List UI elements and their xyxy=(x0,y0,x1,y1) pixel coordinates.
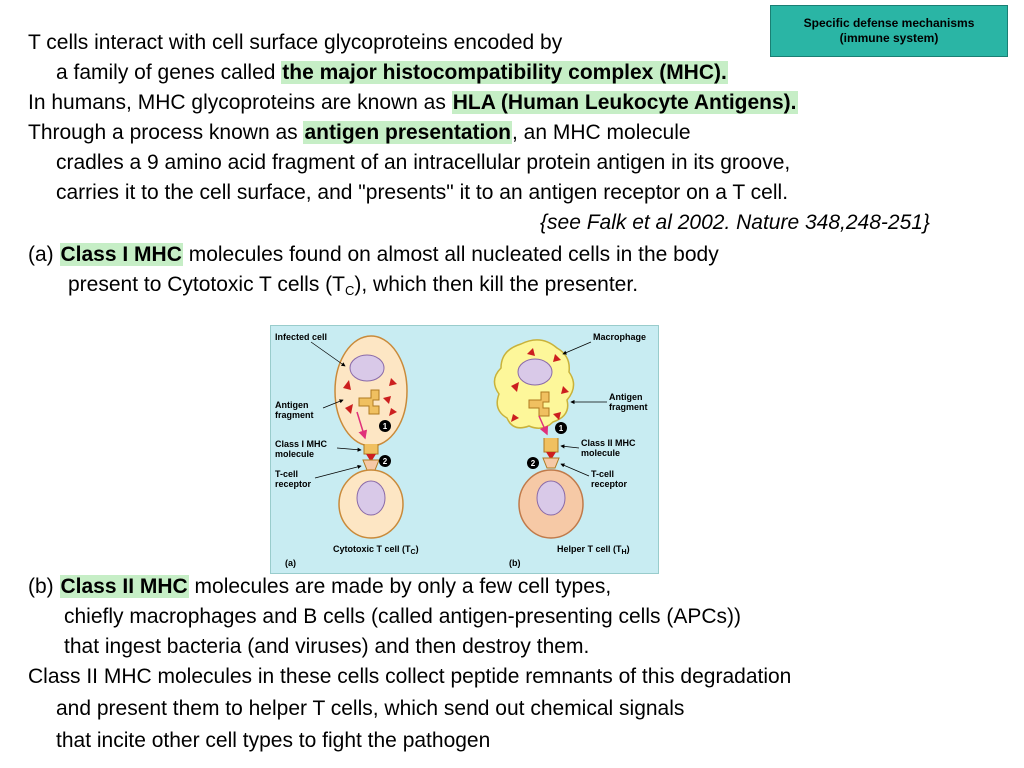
macrophage-label: Macrophage xyxy=(593,332,647,342)
intro-line-5: cradles a 9 amino acid fragment of an intracellular protein antigen in its groove, xyxy=(56,151,791,174)
citation: {see Falk et al 2002. Nature 348,248-251} xyxy=(540,211,930,234)
class1-mhc-label-2: molecule xyxy=(275,449,315,459)
intro-line-1: T cells interact with cell surface glycoproteins encoded by xyxy=(28,31,563,54)
class2-line-4: Class II MHC molecules in these cells collect peptide remnants of this degradation xyxy=(28,665,792,688)
antigen-label-right-1: Antigen xyxy=(609,392,643,402)
intro-line-6: carries it to the cell surface, and "presents" it to an antigen receptor on a T cell. xyxy=(56,181,789,204)
class1-highlight: Class I MHC xyxy=(60,243,182,266)
tcr-label-right-2: receptor xyxy=(591,479,628,489)
tcr-shape-left xyxy=(363,460,379,470)
class2-mhc-label-2: molecule xyxy=(581,448,621,458)
class1-mhc-label-1: Class I MHC xyxy=(275,439,328,449)
tcr-label-right-1: T-cell xyxy=(591,469,615,479)
panel-b-label: (b) xyxy=(509,558,521,568)
infected-cell-nucleus xyxy=(350,355,384,381)
topic-badge-line1: Specific defense mechanisms xyxy=(803,16,975,30)
class2-mhc-label-1: Class II MHC xyxy=(581,438,636,448)
svg-text:2: 2 xyxy=(382,457,388,466)
macrophage-nucleus xyxy=(518,359,552,385)
class2-line-3: that ingest bacteria (and viruses) and then destroy them. xyxy=(64,635,590,658)
svg-text:2: 2 xyxy=(530,459,536,468)
mhc-highlight: the major histocompatibility complex (MHC). xyxy=(282,61,727,84)
antigen-label-left-2: fragment xyxy=(275,410,314,420)
svg-text:1: 1 xyxy=(382,422,388,431)
intro-line-3: In humans, MHC glycoproteins are known as HLA (Human Leukocyte Antigens). xyxy=(28,91,797,114)
tcr-label-left-2: receptor xyxy=(275,479,312,489)
class1-line-2: present to Cytotoxic T cells $(T_C)$, which then kill the presenter. xyxy=(68,273,639,298)
intro-line-2: a family of genes called the major histocompatibility complex (MHC). xyxy=(56,61,727,84)
tcr-label-left-1: T-cell xyxy=(275,469,299,479)
class2-line-1: (b) Class II MHC molecules are made by only a few cell types, xyxy=(28,575,612,598)
mhc-figure xyxy=(270,325,659,574)
cytotoxic-caption: Cytotoxic T cell $(T_C)$ xyxy=(333,544,419,556)
topic-badge xyxy=(770,5,1008,57)
class2-line-2: chiefly macrophages and B cells (called antigen-presenting cells (APCs)) xyxy=(64,605,741,628)
cytotoxic-t-cell-nucleus xyxy=(357,481,385,515)
svg-text:1: 1 xyxy=(558,424,564,433)
antigen-label-left-1: Antigen xyxy=(275,400,309,410)
antigen-label-right-2: fragment xyxy=(609,402,648,412)
class2-highlight: Class II MHC xyxy=(60,575,188,598)
intro-line-4: Through a process known as antigen presentation, an MHC molecule xyxy=(28,121,691,144)
class2-line-5: and present them to helper T cells, which send out chemical signals xyxy=(56,697,685,720)
antigen-presentation-highlight: antigen presentation xyxy=(304,121,512,144)
helper-caption: Helper T cell $(T_H)$ xyxy=(557,544,630,556)
topic-badge-line2: (immune system) xyxy=(839,31,939,45)
class1-mhc-shape xyxy=(364,444,378,454)
class2-mhc-shape xyxy=(544,438,558,452)
mhc-diagram xyxy=(271,326,658,573)
hla-highlight: HLA (Human Leukocyte Antigens). xyxy=(452,91,797,114)
class2-line-6: that incite other cell types to fight the pathogen xyxy=(56,729,491,752)
panel-a-label: (a) xyxy=(285,558,296,568)
class1-line-1: (a) Class I MHC molecules found on almost all nucleated cells in the body xyxy=(28,243,719,266)
tcr-shape-right xyxy=(543,458,559,468)
infected-cell-label: Infected cell xyxy=(275,332,328,342)
helper-t-cell-nucleus xyxy=(537,481,565,515)
